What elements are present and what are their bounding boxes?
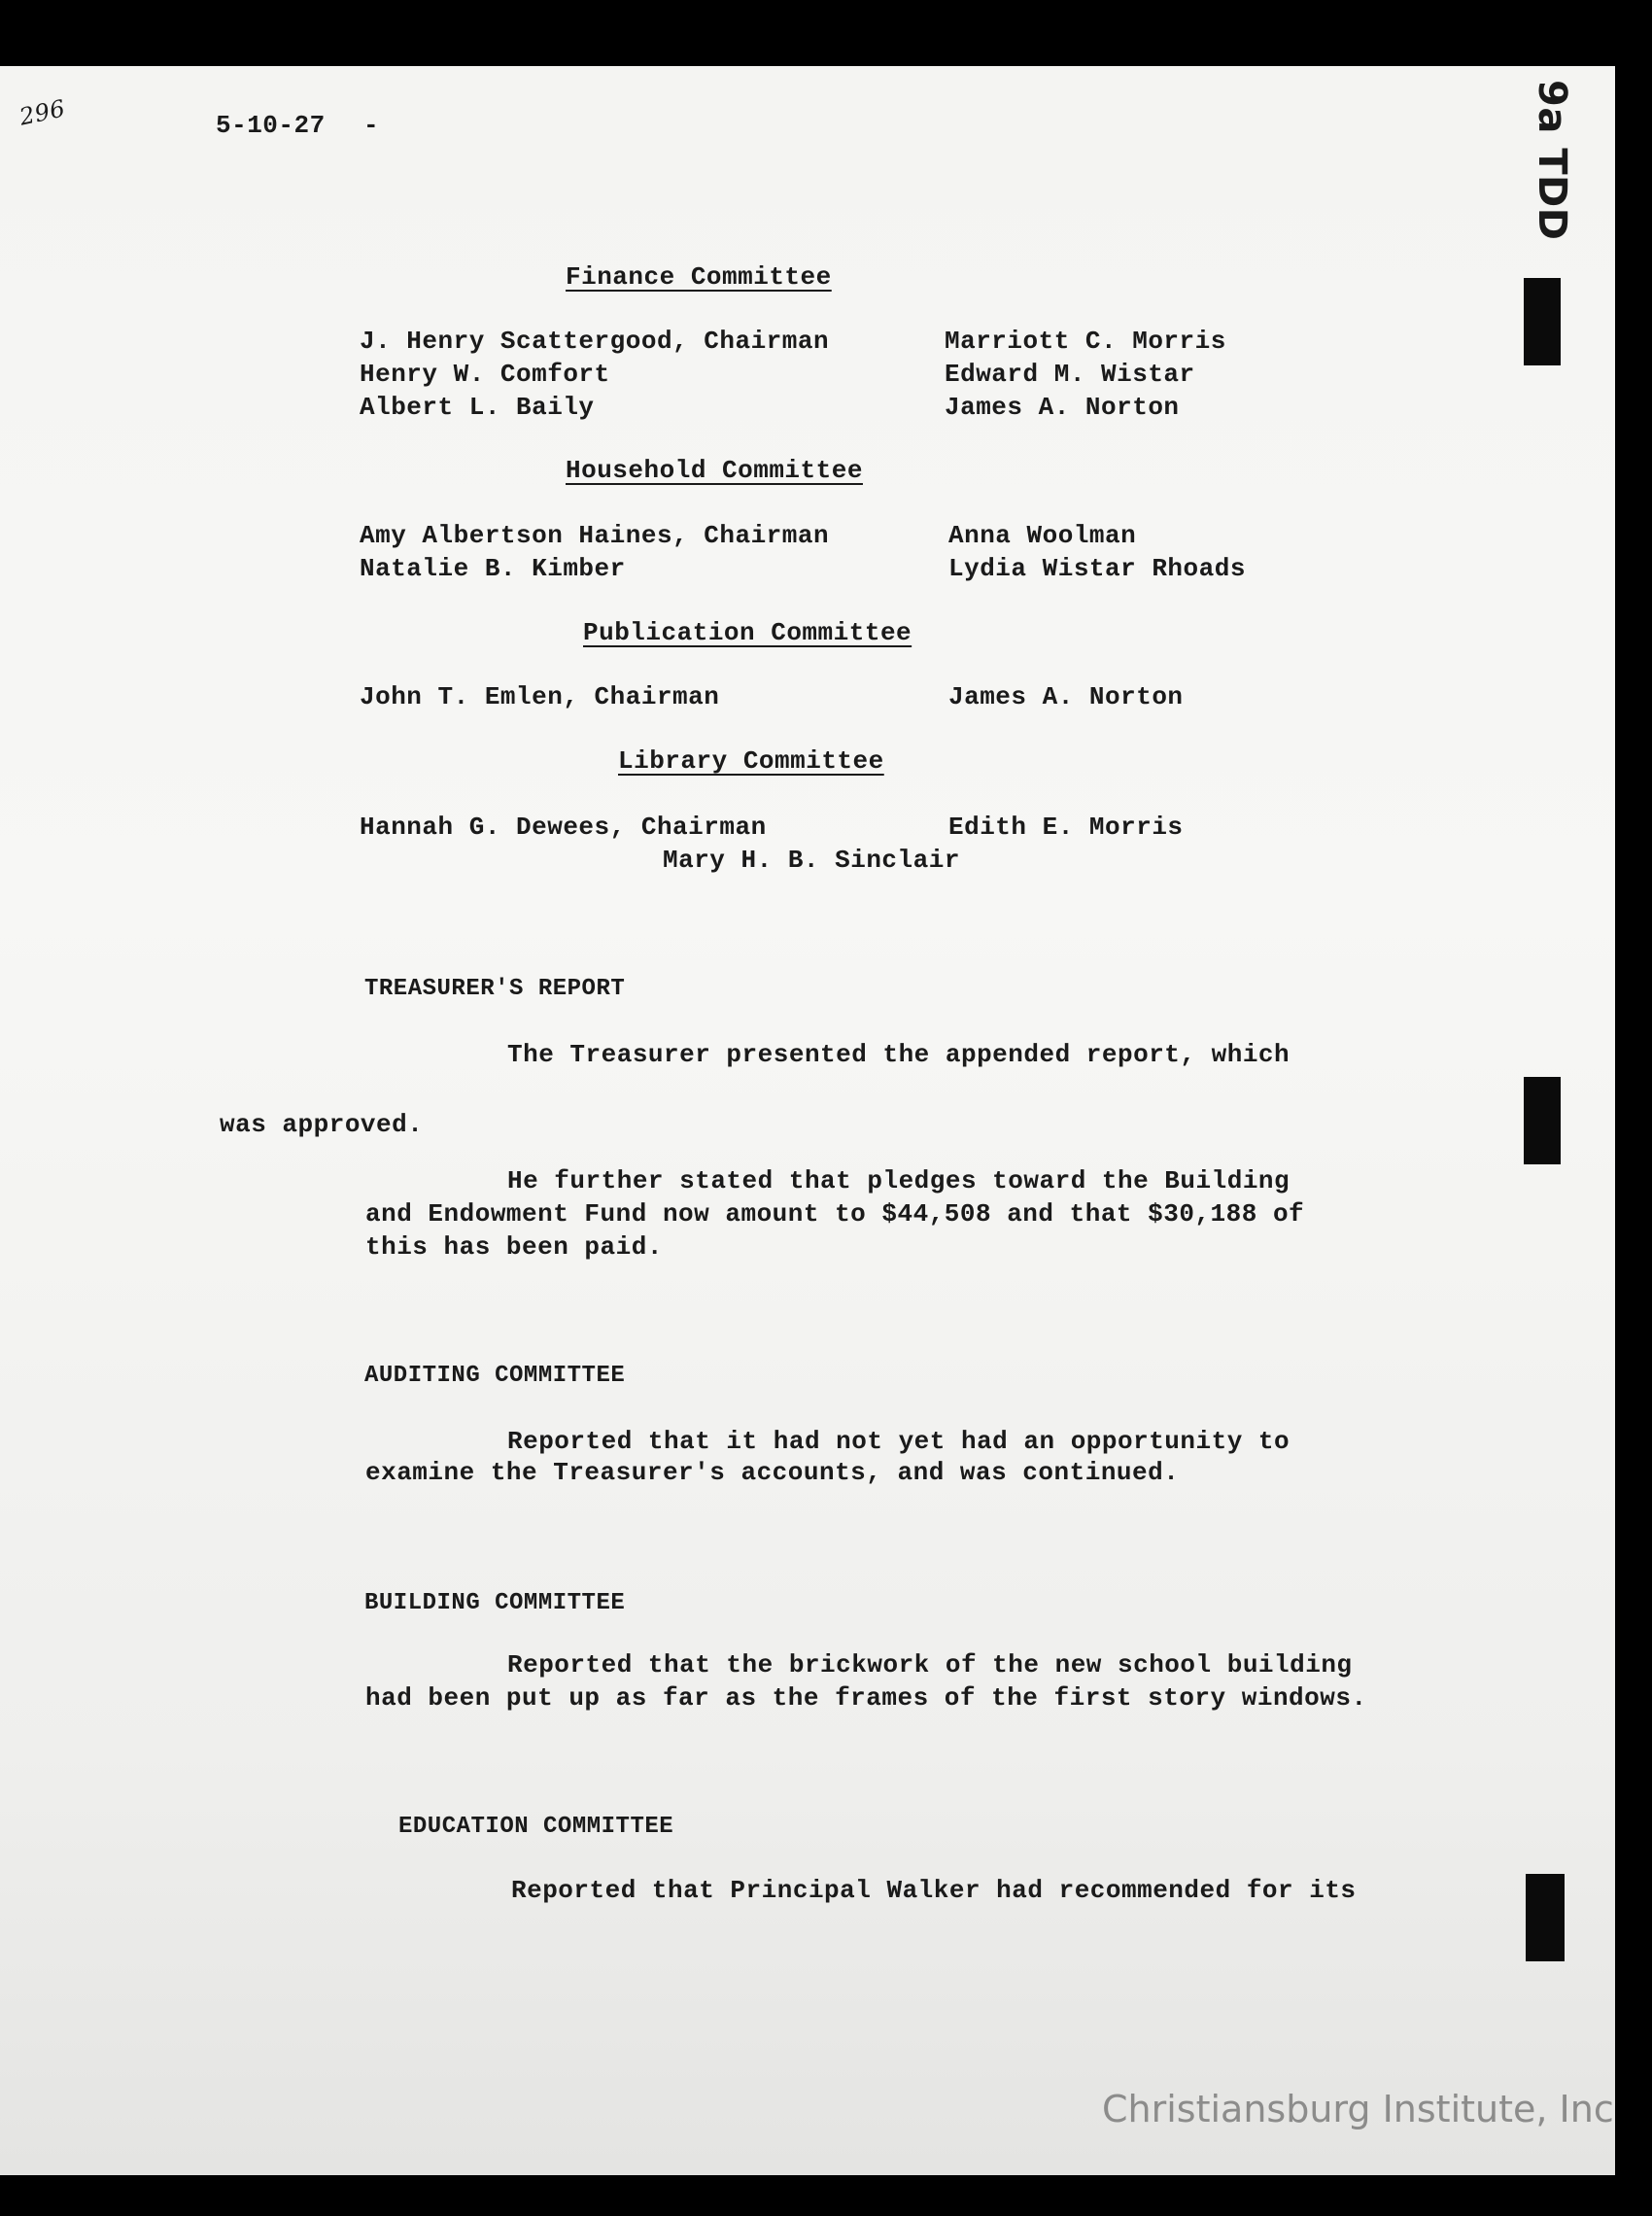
publication-member: James A. Norton	[948, 682, 1184, 711]
library-committee-title: Library Committee	[618, 746, 884, 776]
auditing-text: examine the Treasurer's accounts, and was continued.	[365, 1458, 1180, 1487]
auditing-text: Reported that it had not yet had an opportunity to	[507, 1427, 1291, 1456]
treasurer-text: this has been paid.	[365, 1232, 663, 1262]
date-line: 5-10-27	[216, 111, 326, 140]
household-member: Natalie B. Kimber	[360, 554, 626, 583]
registration-mark-1	[1524, 278, 1561, 365]
building-committee-heading: BUILDING COMMITTEE	[364, 1590, 626, 1616]
registration-mark-2	[1524, 1077, 1561, 1164]
date-dash: -	[363, 111, 380, 140]
library-member: Edith E. Morris	[948, 813, 1184, 842]
household-member: Amy Albertson Haines, Chairman	[360, 521, 830, 550]
education-committee-heading: EDUCATION COMMITTEE	[398, 1814, 674, 1840]
document-page	[0, 66, 1615, 2175]
handwritten-folio: 296	[17, 94, 68, 131]
household-member: Lydia Wistar Rhoads	[948, 554, 1246, 583]
building-text: Reported that the brickwork of the new school building	[507, 1650, 1353, 1679]
treasurer-report-heading: TREASURER'S REPORT	[364, 976, 626, 1002]
library-member: Mary H. B. Sinclair	[663, 846, 960, 875]
treasurer-text: The Treasurer presented the appended report, which	[507, 1040, 1291, 1069]
building-text: had been put up as far as the frames of the first story windows.	[365, 1683, 1367, 1713]
education-text: Reported that Principal Walker had recommended for its	[511, 1876, 1357, 1905]
finance-member: Edward M. Wistar	[945, 360, 1195, 389]
auditing-committee-heading: AUDITING COMMITTEE	[364, 1363, 626, 1389]
registration-mark-3	[1526, 1874, 1565, 1961]
household-member: Anna Woolman	[948, 521, 1137, 550]
library-member: Hannah G. Dewees, Chairman	[360, 813, 767, 842]
finance-member: Henry W. Comfort	[360, 360, 610, 389]
publication-committee-title: Publication Committee	[583, 618, 912, 647]
household-committee-title: Household Committee	[566, 456, 863, 485]
finance-member: James A. Norton	[945, 393, 1180, 422]
treasurer-text: was approved.	[220, 1110, 424, 1139]
watermark: Christiansburg Institute, Inc	[1102, 2088, 1614, 2130]
treasurer-text: and Endowment Fund now amount to $44,508 and that $30,188 of	[365, 1199, 1305, 1229]
publication-member: John T. Emlen, Chairman	[360, 682, 720, 711]
finance-member: Marriott C. Morris	[945, 327, 1226, 356]
treasurer-text: He further stated that pledges toward the Building	[507, 1166, 1291, 1195]
finance-member: Albert L. Baily	[360, 393, 595, 422]
margin-stamp: 9a TDD	[1530, 80, 1574, 241]
finance-committee-title: Finance Committee	[566, 262, 832, 292]
finance-member: J. Henry Scattergood, Chairman	[360, 327, 830, 356]
